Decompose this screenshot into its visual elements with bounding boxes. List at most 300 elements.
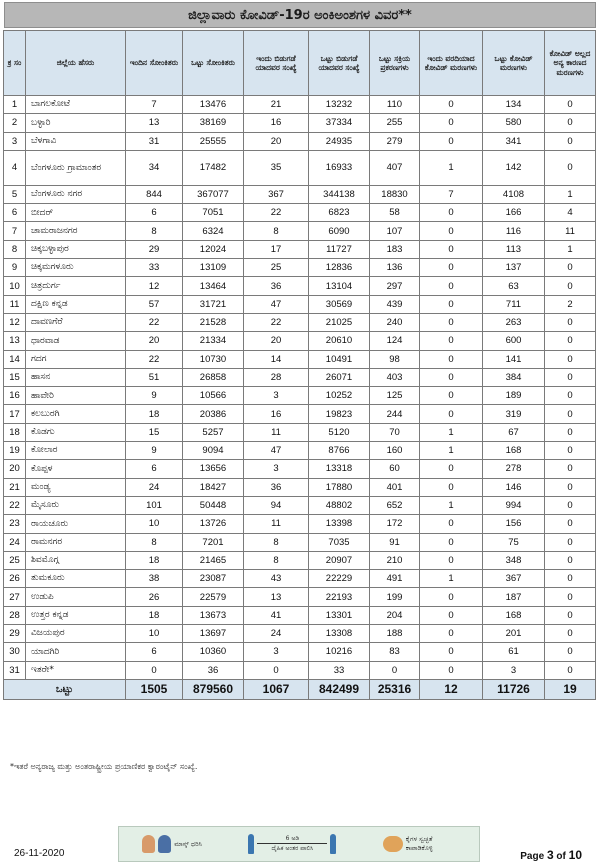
today-discharged-cell: 8 [244, 533, 309, 551]
total-today-discharged: 1067 [244, 679, 309, 699]
table-row [4, 132, 596, 150]
total-deaths-cell: 348 [483, 551, 545, 569]
masked-face-icon [158, 835, 171, 853]
district-name-cell: ಉಡುಪಿ [26, 588, 126, 606]
today-deaths-cell: 0 [420, 460, 483, 478]
total-infected-cell: 25555 [183, 132, 244, 150]
district-name-cell: ಶಿವಮೊಗ್ಗ [26, 551, 126, 569]
serial-cell: 19 [4, 442, 26, 460]
today-deaths-cell: 0 [420, 515, 483, 533]
total-deaths-cell: 711 [483, 295, 545, 313]
non-covid-deaths-cell: 0 [545, 460, 596, 478]
non-covid-deaths-cell: 0 [545, 442, 596, 460]
today-infected-cell: 33 [126, 259, 183, 277]
serial-cell: 9 [4, 259, 26, 277]
header-district: ಜಿಲ್ಲೆಯ ಹೆಸರು [26, 31, 126, 96]
today-discharged-cell: 43 [244, 570, 309, 588]
district-name-cell: ಕೋಲಾರ [26, 442, 126, 460]
today-discharged-cell: 28 [244, 368, 309, 386]
table-row [4, 295, 596, 313]
total-infected-cell: 7201 [183, 533, 244, 551]
district-name-cell: ಚಾಮರಾಜನಗರ [26, 222, 126, 240]
district-name-cell: ಯಾದಗಿರಿ [26, 643, 126, 661]
total-infected-cell: 12024 [183, 240, 244, 258]
total-discharged-cell: 20907 [309, 551, 370, 569]
today-discharged-cell: 11 [244, 423, 309, 441]
non-covid-deaths-cell: 0 [545, 132, 596, 150]
total-deaths-cell: 319 [483, 405, 545, 423]
district-name-cell: ಚಿಕ್ಕಮಗಳೂರು [26, 259, 126, 277]
serial-cell: 13 [4, 332, 26, 350]
serial-cell: 20 [4, 460, 26, 478]
today-infected-cell: 22 [126, 350, 183, 368]
non-covid-deaths-cell: 0 [545, 515, 596, 533]
active-cases-cell: 403 [370, 368, 420, 386]
total-discharged-cell: 13301 [309, 606, 370, 624]
header-today-discharged: ಇಂದು ಬಿಡುಗಡೆ ಯಾದವರ ಸಂಖ್ಯೆ [244, 31, 309, 96]
total-discharged: 842499 [309, 679, 370, 699]
table-row [4, 387, 596, 405]
district-name-cell: ಕೊಡಗು [26, 423, 126, 441]
active-cases-cell: 107 [370, 222, 420, 240]
active-cases-cell: 18830 [370, 185, 420, 203]
total-infected-cell: 13656 [183, 460, 244, 478]
total-infected-cell: 10566 [183, 387, 244, 405]
serial-cell: 21 [4, 478, 26, 496]
today-infected-cell: 13 [126, 114, 183, 132]
district-name-cell: ಹಾವೇರಿ [26, 387, 126, 405]
district-name-cell: ಉತ್ತರ ಕನ್ನಡ [26, 606, 126, 624]
safety-banner [118, 826, 480, 862]
district-name-cell: ಬೆಳಗಾವಿ [26, 132, 126, 150]
total-discharged-cell: 17880 [309, 478, 370, 496]
today-infected-cell: 20 [126, 332, 183, 350]
total-deaths-cell: 994 [483, 496, 545, 514]
district-name-cell: ಬಾಗಲಕೋಟೆ [26, 96, 126, 114]
total-infected: 879560 [183, 679, 244, 699]
today-infected-cell: 18 [126, 606, 183, 624]
today-discharged-cell: 36 [244, 478, 309, 496]
footnote: *ಇತರೆ ಅನ್ಯರಾಜ್ಯ ಮತ್ತು ಅಂತರಾಷ್ಟ್ರೀಯ ಪ್ರಯಾಣಿಕರ ಕ್ವಾರಂಟೈನ್‌ ಸಂಖ್ಯೆ. [10, 762, 198, 771]
today-discharged-cell: 13 [244, 588, 309, 606]
total-deaths-cell: 168 [483, 442, 545, 460]
today-infected-cell: 57 [126, 295, 183, 313]
today-discharged-cell: 47 [244, 442, 309, 460]
serial-cell: 27 [4, 588, 26, 606]
header-non-covid-deaths: ಕೋವಿಡ್‌ ಅಲ್ಲದ ಅನ್ಯ ಕಾರಣದ ಮರಣಗಳು [545, 31, 596, 96]
total-infected-cell: 31721 [183, 295, 244, 313]
table-row [4, 515, 596, 533]
today-deaths-cell: 0 [420, 588, 483, 606]
total-discharged-cell: 10252 [309, 387, 370, 405]
table-row [4, 350, 596, 368]
total-deaths-cell: 142 [483, 150, 545, 185]
non-covid-deaths-cell: 0 [545, 368, 596, 386]
today-discharged-cell: 20 [244, 132, 309, 150]
serial-cell: 23 [4, 515, 26, 533]
today-infected-cell: 18 [126, 405, 183, 423]
active-cases-cell: 110 [370, 96, 420, 114]
active-cases-cell: 91 [370, 533, 420, 551]
table-header-row [4, 31, 596, 96]
non-covid-deaths-cell: 0 [545, 570, 596, 588]
total-infected-cell: 13697 [183, 625, 244, 643]
active-cases-cell: 172 [370, 515, 420, 533]
table-row [4, 551, 596, 569]
serial-cell: 7 [4, 222, 26, 240]
non-covid-deaths-cell: 0 [545, 150, 596, 185]
active-cases-cell: 58 [370, 204, 420, 222]
header-serial: ಕ್ರ ಸಂ [4, 31, 26, 96]
today-infected-cell: 12 [126, 277, 183, 295]
total-non-covid-deaths: 19 [545, 679, 596, 699]
active-cases-cell: 210 [370, 551, 420, 569]
distance-text: ದೈಹಿಕ ಅಂತರ ಪಾಲಿಸಿ [257, 843, 327, 853]
today-discharged-cell: 94 [244, 496, 309, 514]
table-row [4, 150, 596, 185]
table-row [4, 368, 596, 386]
total-deaths-cell: 134 [483, 96, 545, 114]
total-infected-cell: 13476 [183, 96, 244, 114]
non-covid-deaths-cell: 0 [545, 387, 596, 405]
total-infected-cell: 21528 [183, 313, 244, 331]
district-name-cell: ವಿಜಯಪುರ [26, 625, 126, 643]
total-discharged-cell: 10216 [309, 643, 370, 661]
total-discharged-cell: 344138 [309, 185, 370, 203]
total-deaths-cell: 116 [483, 222, 545, 240]
today-deaths-cell: 0 [420, 368, 483, 386]
district-name-cell: ಮೈಸೂರು [26, 496, 126, 514]
today-deaths-cell: 0 [420, 313, 483, 331]
total-discharged-cell: 22229 [309, 570, 370, 588]
today-discharged-cell: 3 [244, 460, 309, 478]
serial-cell: 22 [4, 496, 26, 514]
today-deaths-cell: 1 [420, 442, 483, 460]
today-deaths-cell: 0 [420, 606, 483, 624]
today-discharged-cell: 25 [244, 259, 309, 277]
today-infected-cell: 18 [126, 551, 183, 569]
serial-cell: 30 [4, 643, 26, 661]
active-cases-cell: 60 [370, 460, 420, 478]
today-deaths-cell: 0 [420, 643, 483, 661]
district-name-cell: ಮಂಡ್ಯ [26, 478, 126, 496]
report-title: ಜಿಲ್ಲಾವಾರು ಕೋವಿಡ್‌-19ರ ಅಂಕಿಅಂಶಗಳ ವಿವರ** [4, 2, 596, 28]
total-infected-cell: 18427 [183, 478, 244, 496]
page-middle: of [553, 851, 569, 862]
total-infected-cell: 22579 [183, 588, 244, 606]
total-discharged-cell: 10491 [309, 350, 370, 368]
active-cases-cell: 407 [370, 150, 420, 185]
total-discharged-cell: 13398 [309, 515, 370, 533]
total-deaths-cell: 189 [483, 387, 545, 405]
active-cases-cell: 0 [370, 661, 420, 679]
total-discharged-cell: 6823 [309, 204, 370, 222]
today-discharged-cell: 8 [244, 551, 309, 569]
serial-cell: 5 [4, 185, 26, 203]
today-infected-cell: 24 [126, 478, 183, 496]
today-infected-cell: 9 [126, 442, 183, 460]
district-covid-table [3, 30, 596, 700]
today-infected-cell: 0 [126, 661, 183, 679]
total-discharged-cell: 20610 [309, 332, 370, 350]
total-discharged-cell: 12836 [309, 259, 370, 277]
serial-cell: 11 [4, 295, 26, 313]
active-cases-cell: 652 [370, 496, 420, 514]
today-deaths-cell: 1 [420, 570, 483, 588]
total-active-cases: 25316 [370, 679, 420, 699]
today-deaths-cell: 0 [420, 478, 483, 496]
today-infected-cell: 51 [126, 368, 183, 386]
today-discharged-cell: 14 [244, 350, 309, 368]
report-date: 26-11-2020 [14, 848, 65, 859]
total-discharged-cell: 19823 [309, 405, 370, 423]
table-row [4, 204, 596, 222]
active-cases-cell: 240 [370, 313, 420, 331]
district-name-cell: ಬೀದರ್‌ [26, 204, 126, 222]
today-discharged-cell: 20 [244, 332, 309, 350]
today-discharged-cell: 36 [244, 277, 309, 295]
table-row [4, 277, 596, 295]
total-deaths-cell: 600 [483, 332, 545, 350]
today-discharged-cell: 35 [244, 150, 309, 185]
total-discharged-cell: 37334 [309, 114, 370, 132]
total-infected-cell: 23087 [183, 570, 244, 588]
table-row [4, 606, 596, 624]
serial-cell: 14 [4, 350, 26, 368]
active-cases-cell: 255 [370, 114, 420, 132]
today-deaths-cell: 1 [420, 423, 483, 441]
total-deaths-cell: 137 [483, 259, 545, 277]
today-infected-cell: 8 [126, 222, 183, 240]
total-infected-cell: 21465 [183, 551, 244, 569]
total-deaths: 11726 [483, 679, 545, 699]
table-row [4, 496, 596, 514]
today-deaths-cell: 0 [420, 387, 483, 405]
total-infected-cell: 36 [183, 661, 244, 679]
non-covid-deaths-cell: 4 [545, 204, 596, 222]
non-covid-deaths-cell: 0 [545, 405, 596, 423]
page-number [520, 848, 582, 862]
non-covid-deaths-cell: 0 [545, 259, 596, 277]
today-deaths-cell: 1 [420, 150, 483, 185]
district-name-cell: ದಾವಣಗೆರೆ [26, 313, 126, 331]
header-total-discharged: ಒಟ್ಟು ಬಿಡುಗಡೆ ಯಾದವರ ಸಂಖ್ಯೆ [309, 31, 370, 96]
serial-cell: 4 [4, 150, 26, 185]
total-deaths-cell: 168 [483, 606, 545, 624]
person-icon [330, 834, 336, 854]
serial-cell: 25 [4, 551, 26, 569]
table-row [4, 259, 596, 277]
today-deaths-cell: 1 [420, 496, 483, 514]
today-discharged-cell: 3 [244, 387, 309, 405]
today-discharged-cell: 0 [244, 661, 309, 679]
today-discharged-cell: 41 [244, 606, 309, 624]
table-row [4, 114, 596, 132]
non-covid-deaths-cell: 0 [545, 332, 596, 350]
non-covid-deaths-cell: 1 [545, 240, 596, 258]
total-deaths-cell: 141 [483, 350, 545, 368]
page-total: 10 [568, 848, 582, 862]
total-discharged-cell: 13318 [309, 460, 370, 478]
today-deaths-cell: 0 [420, 132, 483, 150]
page-prefix: Page [520, 851, 547, 862]
mask-segment [142, 835, 202, 853]
total-infected-cell: 10360 [183, 643, 244, 661]
total-today-deaths: 12 [420, 679, 483, 699]
total-deaths-cell: 367 [483, 570, 545, 588]
active-cases-cell: 401 [370, 478, 420, 496]
today-infected-cell: 6 [126, 204, 183, 222]
serial-cell: 16 [4, 387, 26, 405]
non-covid-deaths-cell: 0 [545, 423, 596, 441]
serial-cell: 15 [4, 368, 26, 386]
today-discharged-cell: 11 [244, 515, 309, 533]
today-discharged-cell: 16 [244, 114, 309, 132]
hands-washing-icon [383, 836, 403, 852]
table-row [4, 423, 596, 441]
active-cases-cell: 160 [370, 442, 420, 460]
total-infected-cell: 21334 [183, 332, 244, 350]
active-cases-cell: 244 [370, 405, 420, 423]
today-infected-cell: 10 [126, 515, 183, 533]
today-discharged-cell: 22 [244, 204, 309, 222]
total-deaths-cell: 278 [483, 460, 545, 478]
total-infected-cell: 26858 [183, 368, 244, 386]
total-deaths-cell: 63 [483, 277, 545, 295]
today-discharged-cell: 22 [244, 313, 309, 331]
today-infected-cell: 9 [126, 387, 183, 405]
today-deaths-cell: 0 [420, 277, 483, 295]
table-row [4, 240, 596, 258]
active-cases-cell: 98 [370, 350, 420, 368]
non-covid-deaths-cell: 0 [545, 114, 596, 132]
district-name-cell: ಗದಗ [26, 350, 126, 368]
total-infected-cell: 5257 [183, 423, 244, 441]
total-deaths-cell: 3 [483, 661, 545, 679]
total-discharged-cell: 48802 [309, 496, 370, 514]
total-infected-cell: 13673 [183, 606, 244, 624]
non-covid-deaths-cell: 0 [545, 496, 596, 514]
serial-cell: 17 [4, 405, 26, 423]
serial-cell: 6 [4, 204, 26, 222]
table-row [4, 588, 596, 606]
table-row [4, 442, 596, 460]
non-covid-deaths-cell: 0 [545, 551, 596, 569]
serial-cell: 10 [4, 277, 26, 295]
serial-cell: 2 [4, 114, 26, 132]
total-discharged-cell: 33 [309, 661, 370, 679]
today-infected-cell: 6 [126, 460, 183, 478]
today-infected-cell: 6 [126, 643, 183, 661]
total-discharged-cell: 13104 [309, 277, 370, 295]
serial-cell: 24 [4, 533, 26, 551]
total-infected-cell: 13726 [183, 515, 244, 533]
active-cases-cell: 199 [370, 588, 420, 606]
total-deaths-cell: 75 [483, 533, 545, 551]
non-covid-deaths-cell: 0 [545, 661, 596, 679]
total-discharged-cell: 24935 [309, 132, 370, 150]
district-name-cell: ಕೊಪ್ಪಳ [26, 460, 126, 478]
total-deaths-cell: 263 [483, 313, 545, 331]
non-covid-deaths-cell: 0 [545, 588, 596, 606]
handwash-segment [383, 835, 456, 853]
total-infected-cell: 367077 [183, 185, 244, 203]
today-discharged-cell: 17 [244, 240, 309, 258]
today-deaths-cell: 0 [420, 332, 483, 350]
district-name-cell: ಚಿತ್ರದುರ್ಗ [26, 277, 126, 295]
active-cases-cell: 439 [370, 295, 420, 313]
today-deaths-cell: 0 [420, 96, 483, 114]
table-row [4, 96, 596, 114]
table-row [4, 643, 596, 661]
serial-cell: 18 [4, 423, 26, 441]
active-cases-cell: 125 [370, 387, 420, 405]
active-cases-cell: 204 [370, 606, 420, 624]
total-deaths-cell: 384 [483, 368, 545, 386]
total-deaths-cell: 187 [483, 588, 545, 606]
table-row [4, 332, 596, 350]
active-cases-cell: 188 [370, 625, 420, 643]
district-name-cell: ತುಮಕೂರು [26, 570, 126, 588]
distance-box [257, 835, 327, 853]
today-infected-cell: 8 [126, 533, 183, 551]
non-covid-deaths-cell: 0 [545, 96, 596, 114]
today-deaths-cell: 0 [420, 114, 483, 132]
total-discharged-cell: 11727 [309, 240, 370, 258]
serial-cell: 12 [4, 313, 26, 331]
today-discharged-cell: 8 [244, 222, 309, 240]
today-deaths-cell: 0 [420, 661, 483, 679]
person-icon [248, 834, 254, 854]
district-name-cell: ಬಳ್ಳಾರಿ [26, 114, 126, 132]
distance-segment [248, 834, 336, 854]
masked-face-icon [142, 835, 155, 853]
non-covid-deaths-cell: 11 [545, 222, 596, 240]
non-covid-deaths-cell: 0 [545, 277, 596, 295]
active-cases-cell: 70 [370, 423, 420, 441]
distance-value: 6 ಅಡಿ [285, 835, 300, 842]
serial-cell: 1 [4, 96, 26, 114]
total-deaths-cell: 67 [483, 423, 545, 441]
total-discharged-cell: 13308 [309, 625, 370, 643]
table-row [4, 533, 596, 551]
hands-text: ಕೈಗಳ ಸ್ವಚ್ಛತೆ ಕಾಪಾಡಿಕೊಳ್ಳಿ [405, 835, 433, 852]
total-infected-cell: 20386 [183, 405, 244, 423]
today-deaths-cell: 0 [420, 350, 483, 368]
district-name-cell: ಹಾಸನ [26, 368, 126, 386]
total-infected-cell: 13464 [183, 277, 244, 295]
total-infected-cell: 13109 [183, 259, 244, 277]
header-total-deaths: ಒಟ್ಟು ಕೋವಿಡ್‌ ಮರಣಗಳು [483, 31, 545, 96]
non-covid-deaths-cell: 1 [545, 185, 596, 203]
today-deaths-cell: 0 [420, 240, 483, 258]
total-infected-cell: 38169 [183, 114, 244, 132]
table-row [4, 661, 596, 679]
total-discharged-cell: 6090 [309, 222, 370, 240]
table-row [4, 313, 596, 331]
today-infected-cell: 34 [126, 150, 183, 185]
serial-cell: 28 [4, 606, 26, 624]
serial-cell: 3 [4, 132, 26, 150]
today-discharged-cell: 24 [244, 625, 309, 643]
today-discharged-cell: 16 [244, 405, 309, 423]
active-cases-cell: 136 [370, 259, 420, 277]
total-deaths-cell: 61 [483, 643, 545, 661]
non-covid-deaths-cell: 0 [545, 606, 596, 624]
today-deaths-cell: 0 [420, 625, 483, 643]
active-cases-cell: 297 [370, 277, 420, 295]
non-covid-deaths-cell: 0 [545, 478, 596, 496]
